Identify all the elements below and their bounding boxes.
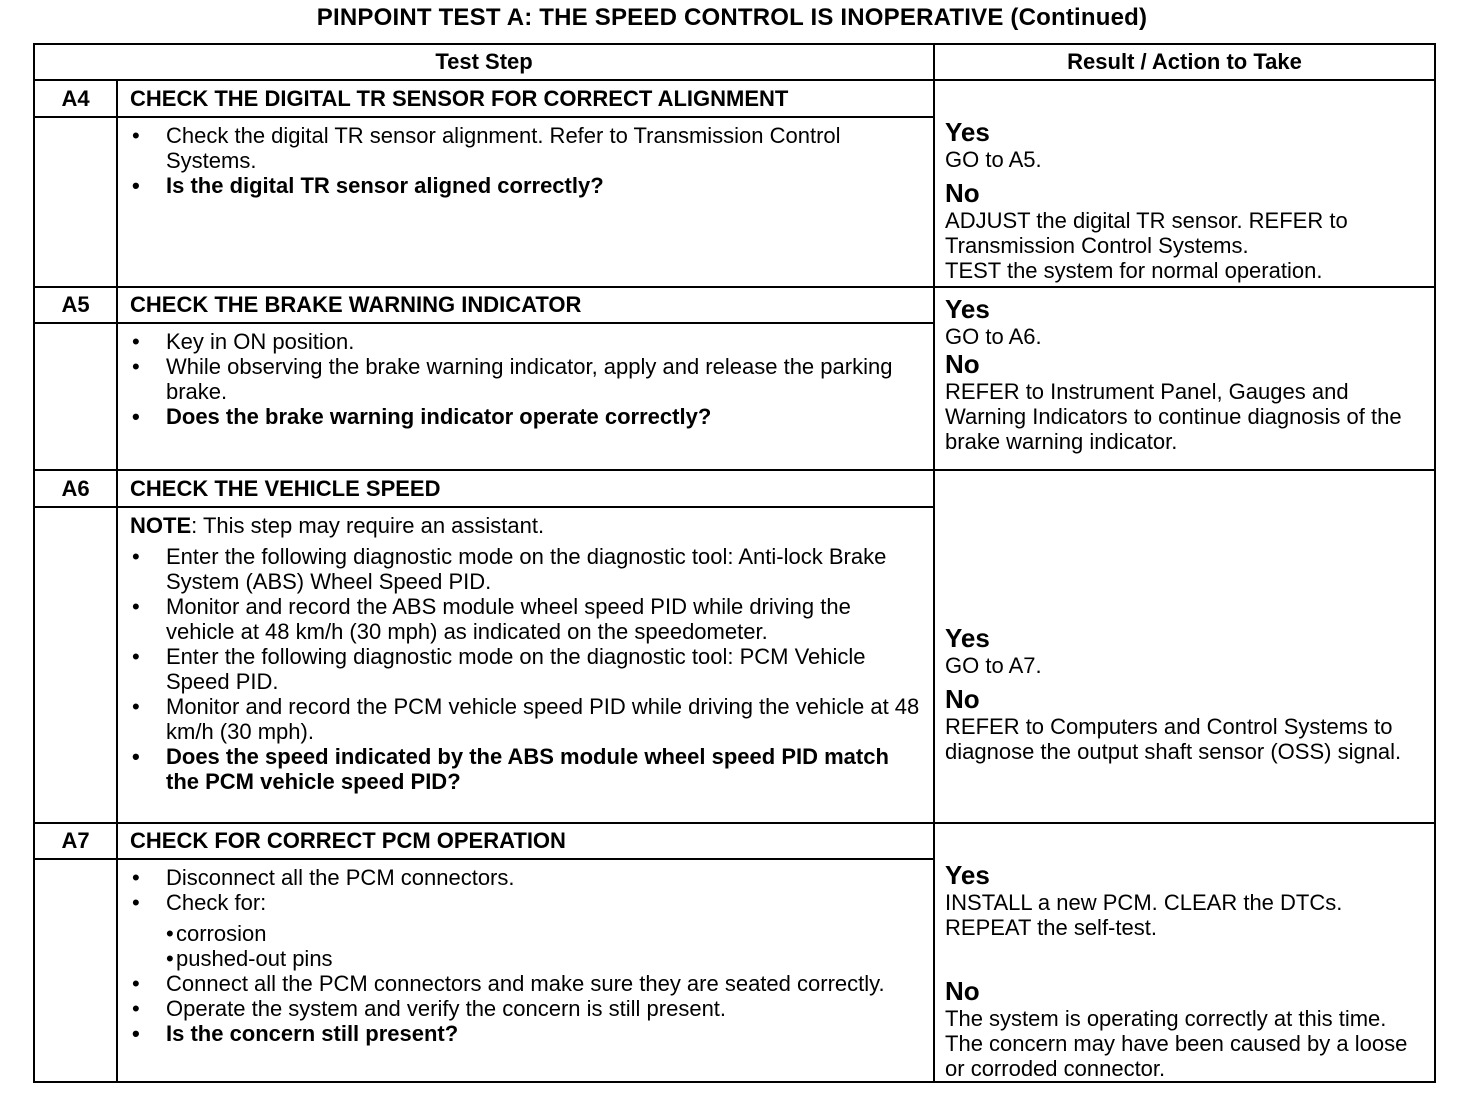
- list-item: • Enter the following diagnostic mode on the diagnostic tool: PCM Vehicle Speed PID.: [130, 644, 923, 694]
- list-item: • Operate the system and verify the concern is still present.: [130, 996, 923, 1021]
- list-item: • Monitor and record the ABS module wheel speed PID while driving the vehicle at 48 km/h (30 mph) as indicated on the speedometer.: [130, 594, 923, 644]
- list-item: • Enter the following diagnostic mode on the diagnostic tool: Anti-lock Brake System (ABS) Wheel Speed PID.: [130, 544, 923, 594]
- no-label: No: [945, 684, 980, 714]
- yes-label: Yes: [945, 860, 990, 890]
- step-header-row: [34, 823, 1435, 859]
- question-item: • Is the digital TR sensor aligned correctly?: [130, 173, 923, 198]
- list-item-text: Check for:: [166, 890, 267, 916]
- no-action: The system is operating correctly at this time. The concern may have been caused by a loose or corroded connector.: [945, 1006, 1408, 1081]
- list-item: • Key in ON position.: [130, 329, 923, 354]
- header-test-step: Test Step: [34, 44, 934, 80]
- step-result: [934, 80, 1435, 287]
- yes-label: Yes: [945, 117, 990, 147]
- step-header-row: [34, 470, 1435, 507]
- step-heading: CHECK THE VEHICLE SPEED: [117, 470, 934, 507]
- step-body: [117, 507, 934, 823]
- yes-action: INSTALL a new PCM. CLEAR the DTCs. REPEAT the self-test.: [945, 890, 1343, 940]
- list-item: [130, 890, 923, 971]
- note: [130, 513, 923, 538]
- no-action: ADJUST the digital TR sensor. REFER to Transmission Control Systems.: [945, 208, 1348, 258]
- note-text: : This step may require an assistant.: [191, 513, 545, 538]
- yes-label: Yes: [945, 623, 990, 653]
- note-label: NOTE: [130, 513, 192, 538]
- question-item: • Does the speed indicated by the ABS module wheel speed PID match the PCM vehicle speed PID?: [130, 744, 923, 794]
- step-header-row: [34, 80, 1435, 117]
- no-action: REFER to Computers and Control Systems to diagnose the output shaft sensor (OSS) signal.: [945, 714, 1402, 764]
- list-item: • While observing the brake warning indicator, apply and release the parking brake.: [130, 354, 923, 404]
- pinpoint-test-table: [33, 43, 1436, 1083]
- sub-list: [166, 921, 923, 971]
- step-result: [934, 470, 1435, 823]
- no-action: REFER to Instrument Panel, Gauges and Warning Indicators to continue diagnosis of the brake warning indicator.: [945, 379, 1402, 454]
- step-id: A7: [34, 823, 117, 859]
- no-label: No: [945, 976, 980, 1006]
- yes-label: Yes: [945, 294, 990, 324]
- step-body: [117, 117, 934, 287]
- yes-action: GO to A6.: [945, 324, 1042, 349]
- question-item: • Is the concern still present?: [130, 1021, 923, 1046]
- list-item: • Check the digital TR sensor alignment. Refer to Transmission Control Systems.: [130, 123, 923, 173]
- step-id: A4: [34, 80, 117, 117]
- step-id: A5: [34, 287, 117, 323]
- step-header-row: [34, 287, 1435, 323]
- step-id: A6: [34, 470, 117, 507]
- no-label: No: [945, 178, 980, 208]
- step-result: [934, 823, 1435, 1082]
- yes-action: GO to A7.: [945, 653, 1042, 678]
- yes-action: GO to A5.: [945, 147, 1042, 172]
- step-body: [117, 323, 934, 470]
- header-result: Result / Action to Take: [934, 44, 1435, 80]
- list-item: • Connect all the PCM connectors and make sure they are seated correctly.: [130, 971, 923, 996]
- step-heading: CHECK FOR CORRECT PCM OPERATION: [117, 823, 934, 859]
- step-heading: CHECK THE BRAKE WARNING INDICATOR: [117, 287, 934, 323]
- no-action-extra: TEST the system for normal operation.: [945, 258, 1323, 283]
- table-header-row: [34, 44, 1435, 80]
- page-title: PINPOINT TEST A: THE SPEED CONTROL IS INOPERATIVE (Continued): [316, 4, 1148, 31]
- sub-list-item: • corrosion: [166, 921, 923, 946]
- list-item: • Disconnect all the PCM connectors.: [130, 865, 923, 890]
- step-body: [117, 859, 934, 1082]
- step-result: [934, 287, 1435, 470]
- question-item: • Does the brake warning indicator operate correctly?: [130, 404, 923, 429]
- no-label: No: [945, 349, 980, 379]
- step-heading: CHECK THE DIGITAL TR SENSOR FOR CORRECT ALIGNMENT: [117, 80, 934, 117]
- sub-list-item: • pushed-out pins: [166, 946, 923, 971]
- list-item: • Monitor and record the PCM vehicle speed PID while driving the vehicle at 48 km/h (30 mph).: [130, 694, 923, 744]
